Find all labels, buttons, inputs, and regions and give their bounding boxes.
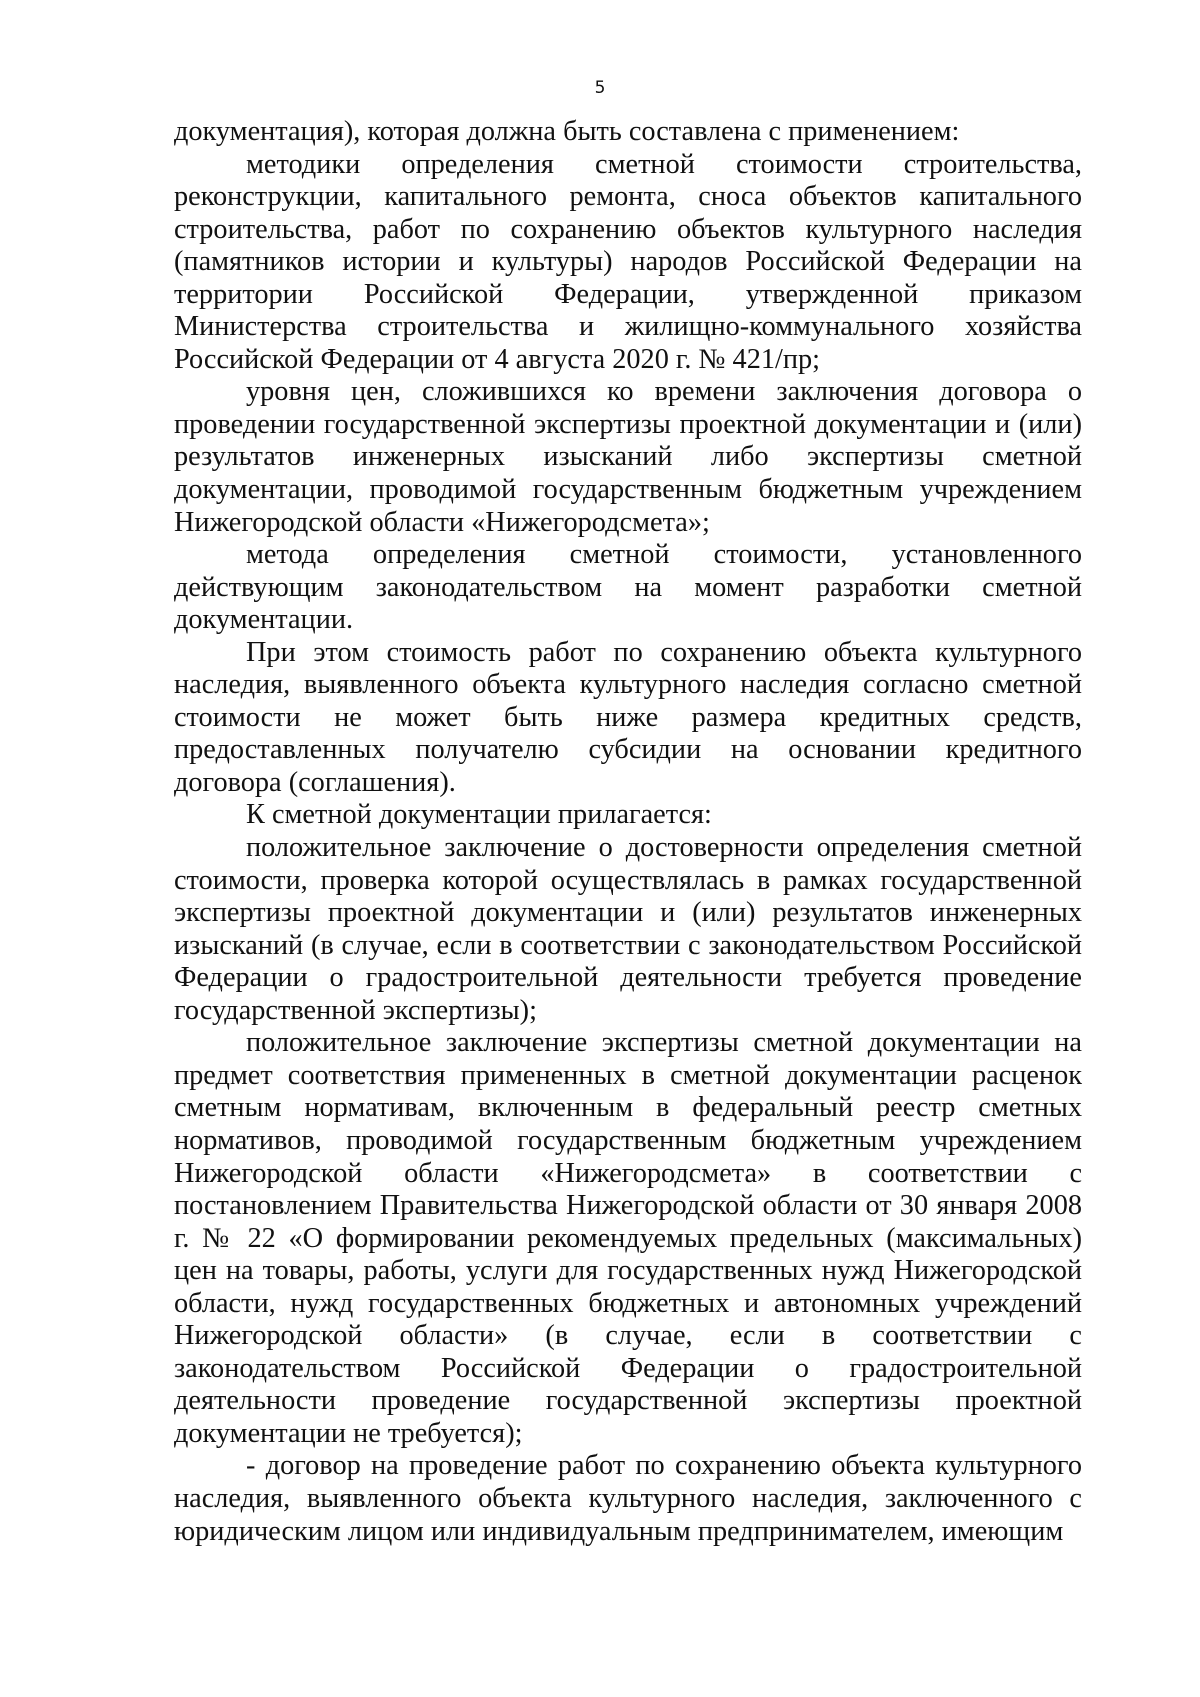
paragraph-attachments-intro: К сметной документации прилагается: bbox=[246, 799, 712, 831]
paragraph-continuation: документация), которая должна быть составлена с применением: bbox=[174, 116, 960, 147]
paragraph-attachment-conclusion-reliability: положительное заключение о достоверности определения сметной стоимости, проверка которой осуществлялась в рамках государственной экспертизы проектной документации и (или) результатов инженерных изысканий (в случае, если в соответствии с законодательством Российской Федерации о градостроительной деятельности требуется проведение государственной экспертизы); bbox=[174, 832, 1082, 1026]
paragraph-attachment-contract: - договор на проведение работ по сохранению объекта культурного наследия, выявленного объекта культурного наследия, заключенного с юридическим лицом или индивидуальным предпринимателем, имеющим bbox=[174, 1450, 1082, 1547]
paragraph-attachment-conclusion-expertise: положительное заключение экспертизы сметной документации на предмет соответствия примененных в сметной документации расценок сметным нормативам, включенным в федеральный реестр сметных нормативов, проводимой государственным бюджетным учреждением Нижегородской области «Нижегородсмета» в соответствии с постановлением Правительства Нижегородской области от 30 января 2008 г. № 22 «О формировании рекомендуемых предельных (максимальных) цен на товары, работы, услуги для государственных нужд Нижегородской области, нужд государственных бюджетных и автономных учреждений Нижегородской области» (в случае, если в соответствии с законодательством Российской Федерации о градостроительной деятельности проведение государственной экспертизы проектной документации не требуется); bbox=[174, 1027, 1082, 1449]
paragraph-price-level: уровня цен, сложившихся ко времени заключения договора о проведении государственной экспертизы проектной документации и (или) результатов инженерных изысканий либо экспертизы сметной документации, проводимой государственным бюджетным учреждением Нижегородской области «Нижегородсмета»; bbox=[174, 376, 1082, 538]
paragraph-cost-condition: При этом стоимость работ по сохранению объекта культурного наследия, выявленного объекта культурного наследия согласно сметной стоимости не может быть ниже размера кредитных средств, предоставленных получателю субсидии на основании кредитного договора (соглашения). bbox=[174, 636, 1082, 798]
page-number: 5 bbox=[594, 78, 606, 98]
document-body bbox=[174, 116, 1082, 1548]
paragraph-methodology: методики определения сметной стоимости строительства, реконструкции, капитального ремонта, сноса объектов капитального строительства, работ по сохранению объектов культурного наследия (памятников истории и культуры) народов Российской Федерации на территории Российской Федерации, утвержденной приказом Министерства строительства и жилищно-коммунального хозяйства Российской Федерации от 4 августа 2020 г. № 421/пр; bbox=[174, 148, 1082, 375]
paragraph-cost-method: метода определения сметной стоимости, установленного действующим законодательством на момент разработки сметной документации. bbox=[174, 539, 1082, 636]
